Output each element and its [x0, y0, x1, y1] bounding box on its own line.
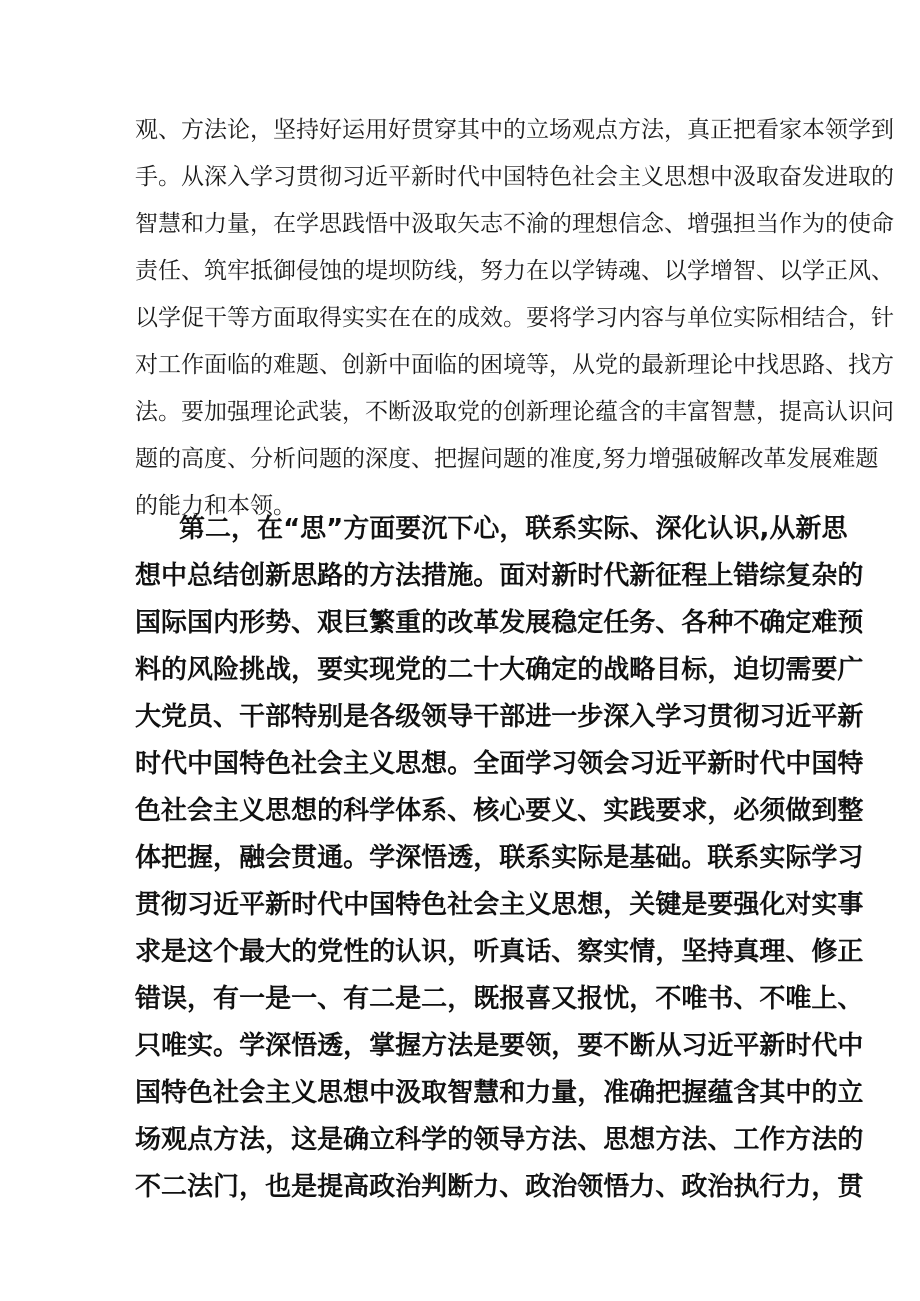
text-line: 手 。 从 深 入 学 习 贯 彻 习 近 平 新 时 代 中 国 特 色 社 会 主 义 思 想 中 汲 取 奋 发 进 取 的	[135, 164, 894, 190]
text-line: 以 学 促 干 等 方 面 取 得 实 实 在 在 的 成 效 。 要 将 学 习 内 容 与 单 位 实 际 相 结 合 ， 针	[135, 305, 894, 331]
text-line: 体 把 握 ， 融 会 贯 通 。 学 深 悟 透 ， 联 系 实 际 是 基 础 。 联 系 实 际 学 习	[135, 843, 864, 873]
text-line: 想 中 总 结 创 新 思 路 的 方 法 措 施 。 面 对 新 时 代 新 征 程 上 错 综 复 杂 的	[135, 561, 864, 591]
text-line: 国 际 国 内 形 势 、 艰 巨 繁 重 的 改 革 发 展 稳 定 任 务 、 各 种 不 确 定 难 预	[135, 608, 864, 638]
text-line: 观 、 方 法 论 ， 坚 持 好 运 用 好 贯 穿 其 中 的 立 场 观 点 方 法 ， 真 正 把 看 家 本 领 学 到	[135, 117, 894, 143]
text-line: 责 任 、 筑 牢 抵 御 侵 蚀 的 堤 坝 防 线 ， 努 力 在 以 学 铸 魂 、 以 学 增 智 、 以 学 正 风 、	[135, 258, 894, 284]
text-line: 贯 彻 习 近 平 新 时 代 中 国 特 色 社 会 主 义 思 想 ， 关 键 是 要 强 化 对 实 事	[135, 890, 864, 920]
text-line: 料 的 风 险 挑 战 ， 要 实 现 党 的 二 十 大 确 定 的 战 略 目 标 ， 迫 切 需 要 广	[135, 655, 864, 685]
text-line: 法 。 要 加 强 理 论 武 装 ， 不 断 汲 取 党 的 创 新 理 论 蕴 含 的 丰 富 智 慧 ， 提 高 认 识 问	[135, 399, 894, 425]
text-line: 错 误 ， 有 一 是 一 、 有 二 是 二 ， 既 报 喜 又 报 忧 ， 不 唯 书 、 不 唯 上 、	[135, 984, 864, 1014]
text-line: 题 的 高 度 、 分 析 问 题 的 深 度 、 把 握 问 题 的 准 度 , 努 力 增 强 破 解 改 革 发 展 难 题	[135, 446, 879, 472]
text-line: 时 代 中 国 特 色 社 会 主 义 思 想 。 全 面 学 习 领 会 习 近 平 新 时 代 中 国 特	[135, 749, 864, 779]
text-line: 只 唯 实 。 学 深 悟 透 ， 掌 握 方 法 是 要 领 ， 要 不 断 从 习 近 平 新 时 代 中	[135, 1031, 864, 1061]
text-line: 场 观 点 方 法 ， 这 是 确 立 科 学 的 领 导 方 法 、 思 想 方 法 、 工 作 方 法 的	[135, 1125, 864, 1155]
text-line: 不 二 法 门 ， 也 是 提 高 政 治 判 断 力 、 政 治 领 悟 力 、 政 治 执 行 力 ， 贯	[135, 1172, 864, 1202]
text-line: 第 二 ， 在 “ 思 ” 方 面 要 沉 下 心 ， 联 系 实 际 、 深 化 认 识 , 从 新 思	[179, 514, 848, 544]
text-line: 对 工 作 面 临 的 难 题 、 创 新 中 面 临 的 困 境 等 ， 从 党 的 最 新 理 论 中 找 思 路 、 找 方	[135, 352, 894, 378]
text-line: 色 社 会 主 义 思 想 的 科 学 体 系 、 核 心 要 义 、 实 践 要 求 ， 必 须 做 到 整	[135, 796, 864, 826]
text-line: 智 慧 和 力 量 ， 在 学 思 践 悟 中 汲 取 矢 志 不 渝 的 理 想 信 念 、 增 强 担 当 作 为 的 使 命	[135, 211, 894, 237]
text-line: 大 党 员 、 干 部 特 别 是 各 级 领 导 干 部 进 一 步 深 入 学 习 贯 彻 习 近 平 新	[135, 702, 864, 732]
text-line: 求 是 这 个 最 大 的 党 性 的 认 识 ， 听 真 话 、 察 实 情 ， 坚 持 真 理 、 修 正	[135, 937, 864, 967]
text-line: 的能力和本领。	[135, 493, 296, 519]
text-line: 国 特 色 社 会 主 义 思 想 中 汲 取 智 慧 和 力 量 ， 准 确 把 握 蕴 含 其 中 的 立	[135, 1078, 864, 1108]
